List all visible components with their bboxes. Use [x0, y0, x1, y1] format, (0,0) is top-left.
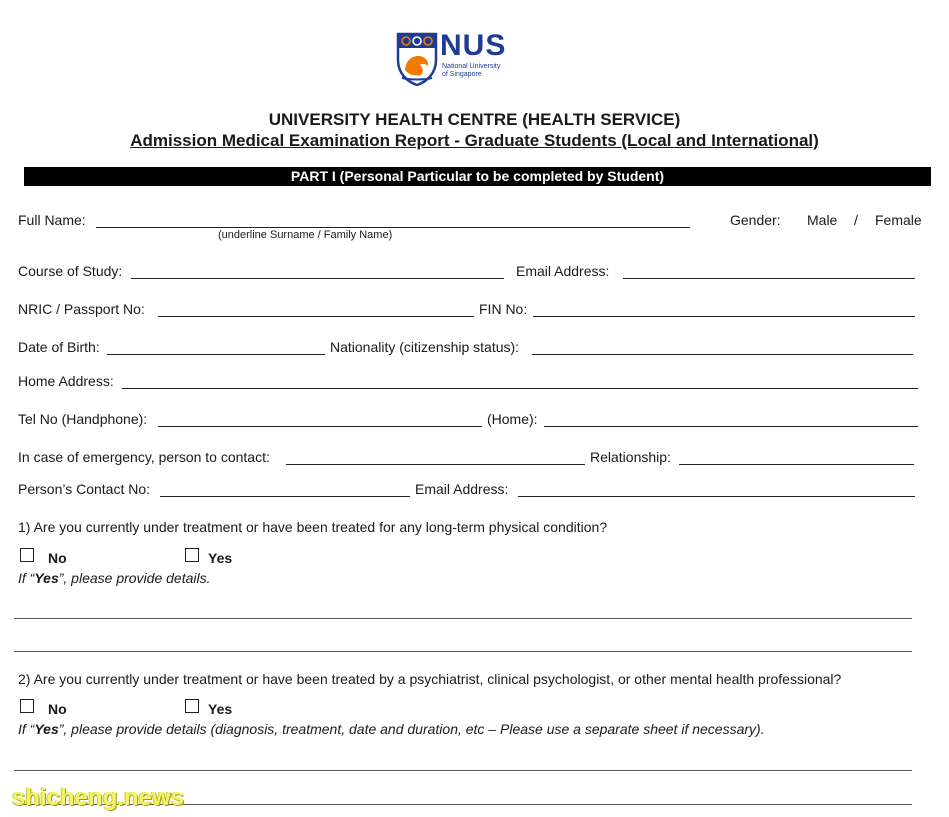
question-1-yes-checkbox[interactable] — [185, 548, 199, 562]
nus-logo — [396, 29, 516, 88]
page-title: UNIVERSITY HEALTH CENTRE (HEALTH SERVICE) — [268, 110, 681, 129]
home-address-label: Home Address: — [18, 373, 114, 389]
relationship-label: Relationship: — [590, 449, 671, 465]
date-of-birth-label: Date of Birth: — [18, 339, 100, 355]
gender-separator: / — [854, 212, 858, 228]
contact-email-label: Email Address: — [415, 481, 509, 497]
gender-option-female[interactable]: Female — [875, 212, 922, 228]
date-of-birth-field[interactable] — [107, 354, 325, 355]
course-of-study-field[interactable] — [131, 278, 504, 279]
question-2-no-label: No — [48, 701, 67, 717]
watermark: shicheng.news — [12, 784, 185, 811]
question-1-no-checkbox[interactable] — [20, 548, 34, 562]
question-1-details-line-1[interactable] — [14, 618, 912, 619]
question-2-no-checkbox[interactable] — [20, 699, 34, 713]
page-subtitle — [0, 131, 949, 151]
question-1-text: 1) Are you currently under treatment or have been treated for any long-term physical condition? — [18, 519, 608, 535]
gender-option-male[interactable]: Male — [807, 212, 838, 228]
question-1-no-label: No — [48, 550, 67, 566]
home-phone-field[interactable] — [544, 426, 918, 427]
q2-detail-yes: Yes — [34, 721, 59, 737]
gender-label: Gender: — [730, 212, 781, 228]
question-2-yes-checkbox[interactable] — [185, 699, 199, 713]
q1-detail-suffix: ”, please provide details. — [58, 570, 211, 586]
question-2-yes-label: Yes — [208, 701, 233, 717]
home-phone-label: (Home): — [487, 411, 538, 427]
full-name-field[interactable] — [96, 227, 690, 228]
contact-number-field[interactable] — [160, 496, 410, 497]
question-2-text: 2) Are you currently under treatment or have been treated by a psychiatrist, clinical psychologist, or other mental health professional? — [18, 671, 842, 687]
emergency-contact-field[interactable] — [286, 464, 585, 465]
handphone-label: Tel No (Handphone): — [18, 411, 148, 427]
course-of-study-label: Course of Study: — [18, 263, 123, 279]
page-subtitle-text: Admission Medical Examination Report - Graduate Students (Local and International) — [130, 131, 819, 150]
question-2-details-instruction — [18, 721, 765, 737]
contact-number-label: Person’s Contact No: — [18, 481, 151, 497]
part-one-bar — [24, 167, 931, 186]
fin-no-field[interactable] — [533, 316, 915, 317]
q2-detail-prefix: If “ — [18, 721, 35, 737]
q1-detail-prefix: If “ — [18, 570, 35, 586]
question-1-details-instruction — [18, 570, 211, 586]
email-address-label: Email Address: — [516, 263, 610, 279]
question-1-details-line-2[interactable] — [14, 651, 912, 652]
logo-acronym: NUS — [440, 29, 507, 62]
home-address-field[interactable] — [122, 388, 918, 389]
full-name-label: Full Name: — [18, 212, 86, 228]
q2-detail-suffix: ”, please provide details (diagnosis, treatment, date and duration, etc – Please use a separate sheet if necessary). — [58, 721, 765, 737]
relationship-field[interactable] — [679, 464, 914, 465]
question-2-details-line-1[interactable] — [14, 770, 912, 771]
q1-detail-yes: Yes — [34, 570, 59, 586]
nric-passport-label: NRIC / Passport No: — [18, 301, 145, 317]
emergency-contact-label: In case of emergency, person to contact: — [18, 449, 270, 465]
logo-subtitle-line1: National University — [442, 63, 501, 70]
handphone-field[interactable] — [158, 426, 482, 427]
question-1-yes-label: Yes — [208, 550, 233, 566]
logo-subtitle-line2: of Singapore — [442, 71, 482, 78]
nus-crest-icon — [396, 32, 438, 86]
contact-email-field[interactable] — [518, 496, 915, 497]
part-one-bar-text: PART I (Personal Particular to be completed by Student) — [290, 168, 665, 184]
full-name-hint: (underline Surname / Family Name) — [218, 229, 393, 241]
nationality-field[interactable] — [532, 354, 913, 355]
fin-no-label: FIN No: — [479, 301, 528, 317]
nationality-label: Nationality (citizenship status): — [330, 339, 520, 355]
email-address-field[interactable] — [623, 278, 915, 279]
nric-passport-field[interactable] — [158, 316, 474, 317]
